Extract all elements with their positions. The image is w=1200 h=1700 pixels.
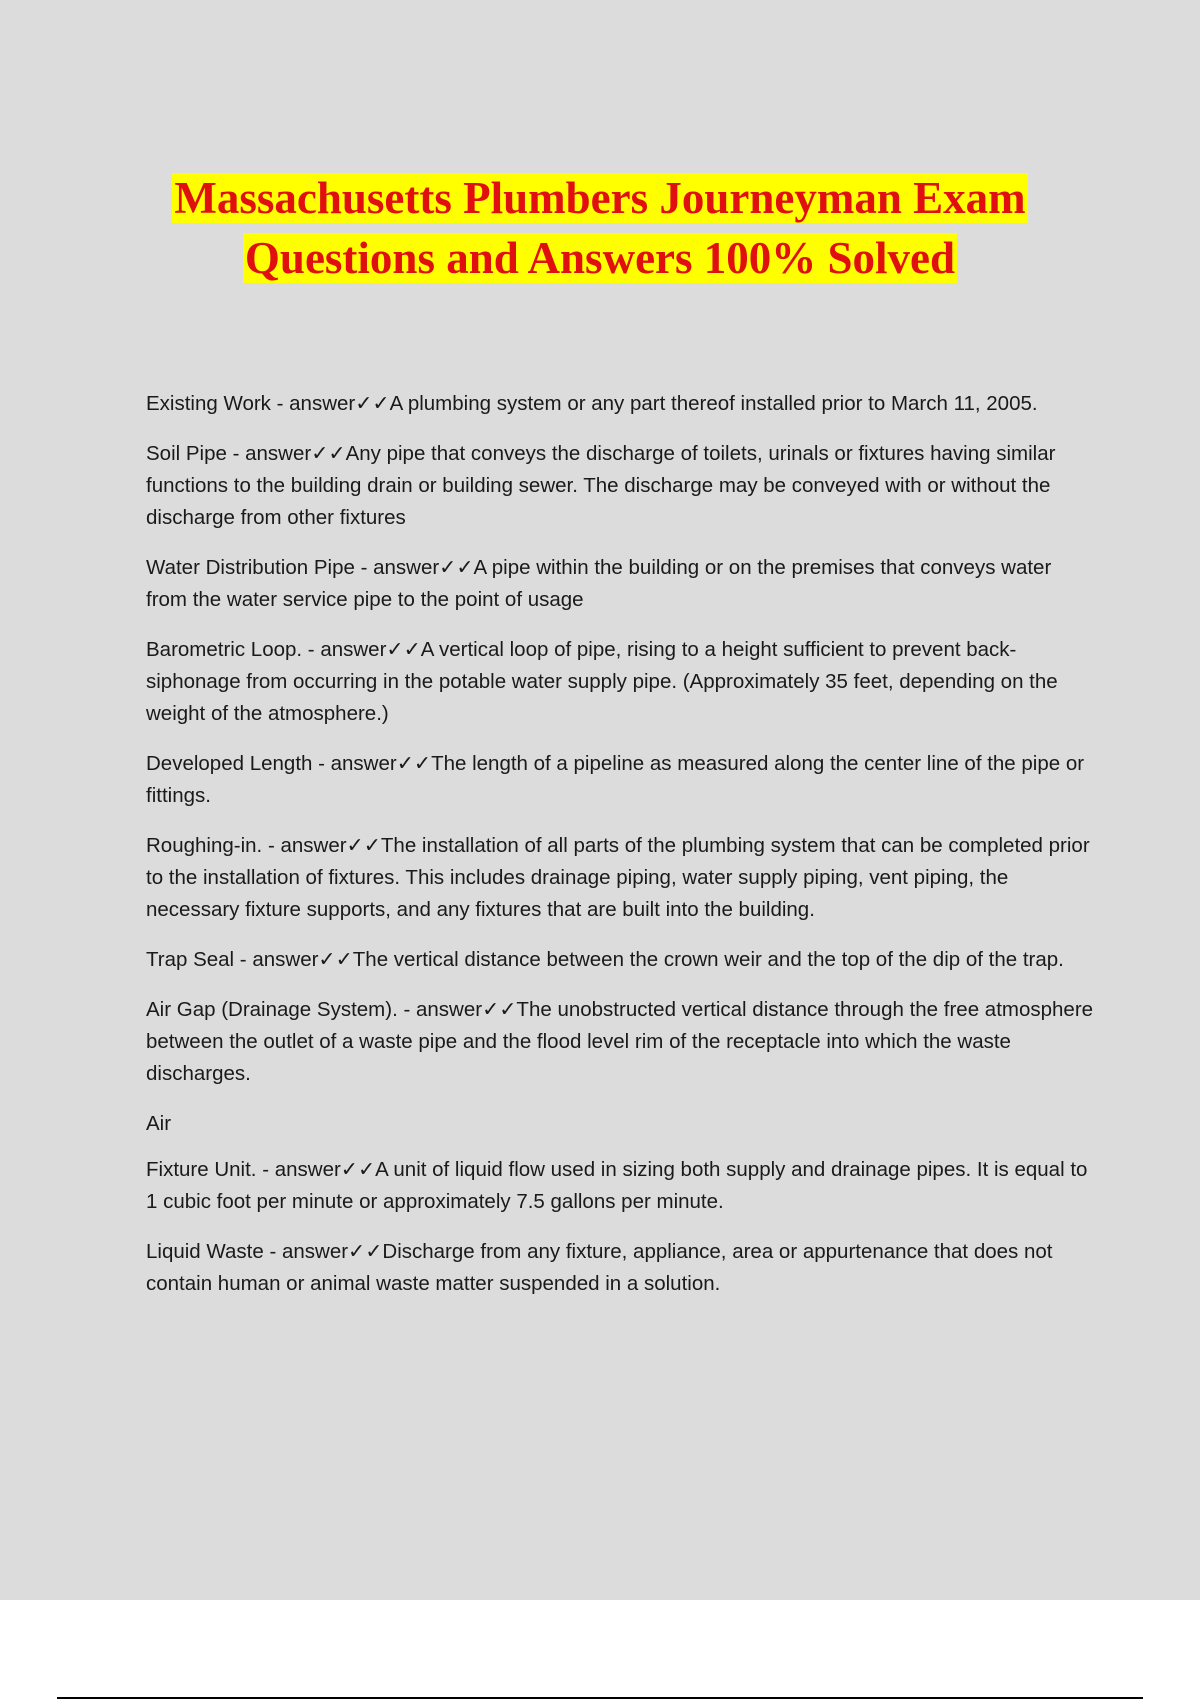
qa-entry-fixture-unit: Fixture Unit. - answer✓✓A unit of liquid flow used in sizing both supply and drainage pipes. It is equal to 1 cubic foot per minute or approximately 7.5 gallons per minute. bbox=[146, 1158, 1088, 1213]
bottom-divider bbox=[57, 1697, 1143, 1699]
document-title bbox=[0, 168, 1200, 288]
qa-entry-water-distribution-pipe: Water Distribution Pipe - answer✓✓A pipe within the building or on the premises that conveys water from the water service pipe to the point of usage bbox=[146, 556, 1052, 611]
qa-entry-trap-seal: Trap Seal - answer✓✓The vertical distance between the crown weir and the top of the dip of the trap. bbox=[146, 948, 1064, 971]
qa-entry-liquid-waste: Liquid Waste - answer✓✓Discharge from any fixture, appliance, area or appurtenance that does not contain human or animal waste matter suspended in a solution. bbox=[146, 1240, 1053, 1295]
qa-entry-air-gap: Air Gap (Drainage System). - answer✓✓The unobstructed vertical distance through the free atmosphere between the outlet of a waste pipe and the flood level rim of the receptacle into which the waste discharges. bbox=[146, 998, 1094, 1085]
qa-entry-developed-length: Developed Length - answer✓✓The length of a pipeline as measured along the center line of the pipe or fittings. bbox=[146, 752, 1085, 807]
qa-entry-air: Air bbox=[146, 1112, 172, 1135]
title-line-1: Massachusetts Plumbers Journeyman Exam bbox=[174, 173, 1026, 223]
qa-entry-roughing-in: Roughing-in. - answer✓✓The installation of all parts of the plumbing system that can be completed prior to the installation of fixtures. This includes drainage piping, water supply piping, vent piping, the necessary fixture supports, and any fixtures that are built into the building. bbox=[146, 834, 1090, 921]
title-line-2: Questions and Answers 100% Solved bbox=[244, 233, 956, 283]
qa-entry-existing-work: Existing Work - answer✓✓A plumbing system or any part thereof installed prior to March 11, 2005. bbox=[146, 392, 1038, 415]
qa-list bbox=[146, 388, 1096, 1318]
qa-entry-barometric-loop: Barometric Loop. - answer✓✓A vertical loop of pipe, rising to a height sufficient to prevent back-siphonage from occurring in the potable water supply pipe. (Approximately 35 feet, depending on the weight of the atmosphere.) bbox=[146, 638, 1058, 725]
qa-entry-soil-pipe: Soil Pipe - answer✓✓Any pipe that conveys the discharge of toilets, urinals or fixtures having similar functions to the building drain or building sewer. The discharge may be conveyed with or without the discharge from other fixtures bbox=[146, 442, 1056, 529]
